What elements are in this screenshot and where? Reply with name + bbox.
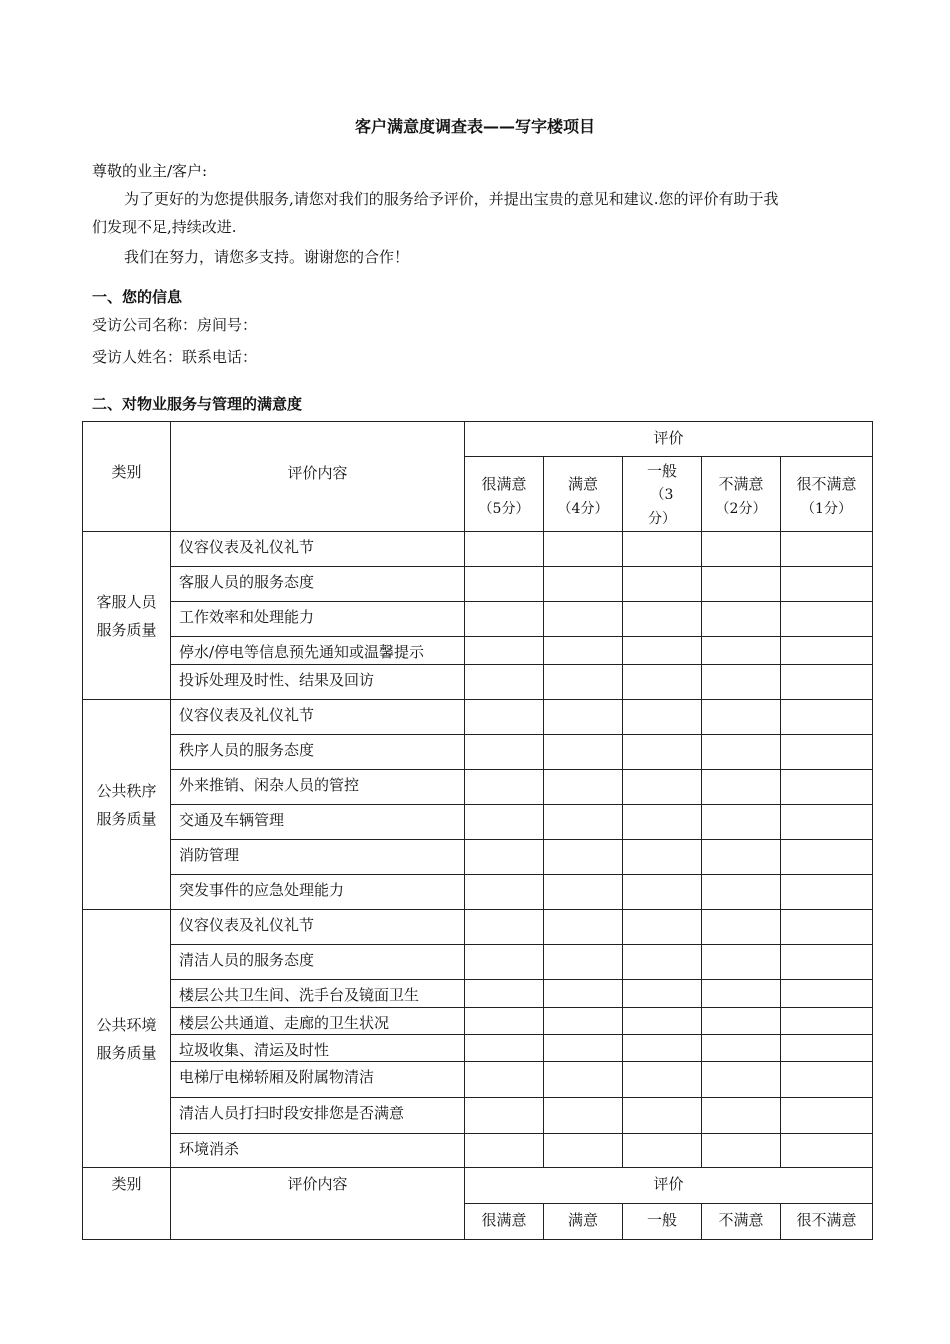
table-row bbox=[83, 840, 873, 875]
item-label: 电梯厅电梯轿厢及附属物清洁 bbox=[171, 1062, 465, 1098]
item-label: 仪容仪表及礼仪礼节 bbox=[171, 700, 465, 735]
rating-cell[interactable] bbox=[781, 770, 873, 805]
rating-cell[interactable] bbox=[781, 1062, 873, 1098]
rating-cell[interactable] bbox=[702, 980, 781, 1008]
table-row bbox=[83, 875, 873, 910]
rating-cell[interactable] bbox=[623, 910, 702, 945]
rating-cell[interactable] bbox=[623, 1134, 702, 1168]
item-label: 环境消杀 bbox=[171, 1134, 465, 1168]
rating-cell[interactable] bbox=[544, 1134, 623, 1168]
rating-cell[interactable] bbox=[465, 665, 544, 700]
rating-cell[interactable] bbox=[623, 1008, 702, 1035]
rating-cell[interactable] bbox=[781, 567, 873, 602]
item-label: 外来推销、闲杂人员的管控 bbox=[171, 770, 465, 805]
rating-cell[interactable] bbox=[623, 602, 702, 637]
table-row bbox=[83, 1134, 873, 1168]
table-header-row bbox=[83, 422, 873, 457]
footer-rating-dissatisfied: 不满意 bbox=[702, 1204, 781, 1240]
rating-cell[interactable] bbox=[781, 665, 873, 700]
rating-cell[interactable] bbox=[623, 700, 702, 735]
name-phone-field: 受访人姓名：联系电话： bbox=[92, 348, 258, 366]
footer-rating-very-satisfied: 很满意 bbox=[465, 1204, 544, 1240]
category-public-order: 公共秩序 服务质量 bbox=[83, 700, 171, 910]
rating-cell[interactable] bbox=[544, 532, 623, 567]
item-label: 突发事件的应急处理能力 bbox=[171, 875, 465, 910]
rating-cell[interactable] bbox=[781, 980, 873, 1008]
item-label: 工作效率和处理能力 bbox=[171, 602, 465, 637]
table-row bbox=[83, 567, 873, 602]
rating-dissatisfied: 不满意 （2分） bbox=[702, 457, 781, 532]
item-label: 交通及车辆管理 bbox=[171, 805, 465, 840]
table-row bbox=[83, 770, 873, 805]
rating-cell[interactable] bbox=[465, 602, 544, 637]
rating-cell[interactable] bbox=[623, 770, 702, 805]
company-room-field: 受访公司名称：房间号： bbox=[92, 316, 258, 334]
rating-cell[interactable] bbox=[702, 910, 781, 945]
document-title: 客户满意度调查表——写字楼项目 bbox=[354, 117, 595, 136]
rating-cell[interactable] bbox=[781, 840, 873, 875]
rating-cell[interactable] bbox=[781, 910, 873, 945]
item-label: 清洁人员打扫时段安排您是否满意 bbox=[171, 1098, 465, 1134]
rating-cell[interactable] bbox=[781, 1035, 873, 1062]
table-row bbox=[83, 1035, 873, 1062]
rating-cell[interactable] bbox=[781, 945, 873, 980]
table-row bbox=[83, 980, 873, 1008]
rating-cell[interactable] bbox=[623, 980, 702, 1008]
rating-neutral: 一般 （3 分） bbox=[623, 457, 702, 532]
item-label: 消防管理 bbox=[171, 840, 465, 875]
rating-cell[interactable] bbox=[544, 945, 623, 980]
rating-cell[interactable] bbox=[781, 700, 873, 735]
rating-cell[interactable] bbox=[702, 875, 781, 910]
rating-cell[interactable] bbox=[781, 875, 873, 910]
rating-cell[interactable] bbox=[465, 567, 544, 602]
rating-cell[interactable] bbox=[702, 637, 781, 665]
item-label: 楼层公共通道、走廊的卫生状况 bbox=[171, 1008, 465, 1035]
rating-cell[interactable] bbox=[623, 945, 702, 980]
rating-cell[interactable] bbox=[702, 700, 781, 735]
footer-content-header: 评价内容 bbox=[171, 1168, 465, 1240]
rating-cell[interactable] bbox=[465, 840, 544, 875]
table-footer-header-row bbox=[83, 1168, 873, 1204]
rating-cell[interactable] bbox=[623, 1062, 702, 1098]
rating-cell[interactable] bbox=[623, 735, 702, 770]
rating-satisfied: 满意 （4分） bbox=[544, 457, 623, 532]
rating-cell[interactable] bbox=[623, 875, 702, 910]
table-row bbox=[83, 602, 873, 637]
rating-cell[interactable] bbox=[544, 875, 623, 910]
table-row bbox=[83, 532, 873, 567]
rating-cell[interactable] bbox=[544, 637, 623, 665]
rating-cell[interactable] bbox=[623, 567, 702, 602]
rating-cell[interactable] bbox=[465, 980, 544, 1008]
table-row bbox=[83, 1062, 873, 1098]
rating-cell[interactable] bbox=[544, 602, 623, 637]
rating-cell[interactable] bbox=[544, 735, 623, 770]
rating-cell[interactable] bbox=[465, 735, 544, 770]
table-row bbox=[83, 805, 873, 840]
item-label: 停水/停电等信息预先通知或温馨提示 bbox=[171, 637, 465, 665]
category-header: 类别 bbox=[83, 422, 171, 532]
rating-cell[interactable] bbox=[465, 700, 544, 735]
rating-cell[interactable] bbox=[544, 700, 623, 735]
rating-cell[interactable] bbox=[781, 1134, 873, 1168]
rating-cell[interactable] bbox=[623, 532, 702, 567]
item-label: 秩序人员的服务态度 bbox=[171, 735, 465, 770]
rating-cell[interactable] bbox=[465, 945, 544, 980]
rating-cell[interactable] bbox=[465, 805, 544, 840]
rating-cell[interactable] bbox=[465, 875, 544, 910]
footer-rating-very-dissatisfied: 很不满意 bbox=[781, 1204, 873, 1240]
rating-cell[interactable] bbox=[544, 840, 623, 875]
item-label: 仪容仪表及礼仪礼节 bbox=[171, 910, 465, 945]
rating-cell[interactable] bbox=[544, 770, 623, 805]
rating-cell[interactable] bbox=[465, 770, 544, 805]
rating-cell[interactable] bbox=[465, 1062, 544, 1098]
section2-heading: 二、对物业服务与管理的满意度 bbox=[92, 395, 303, 413]
rating-cell[interactable] bbox=[702, 1134, 781, 1168]
rating-cell[interactable] bbox=[702, 805, 781, 840]
rating-cell[interactable] bbox=[465, 637, 544, 665]
rating-cell[interactable] bbox=[702, 840, 781, 875]
rating-cell[interactable] bbox=[544, 665, 623, 700]
rating-cell[interactable] bbox=[465, 1008, 544, 1035]
rating-cell[interactable] bbox=[702, 532, 781, 567]
rating-cell[interactable] bbox=[544, 1062, 623, 1098]
rating-cell[interactable] bbox=[781, 1098, 873, 1134]
rating-cell[interactable] bbox=[702, 567, 781, 602]
rating-cell[interactable] bbox=[702, 770, 781, 805]
rating-cell[interactable] bbox=[781, 805, 873, 840]
intro-line-1: 为了更好的为您提供服务,请您对我们的服务给予评价，并提出宝贵的意见和建议.您的评价有助于我 bbox=[124, 190, 779, 208]
table-row bbox=[83, 700, 873, 735]
table-row bbox=[83, 735, 873, 770]
rating-cell[interactable] bbox=[544, 1098, 623, 1134]
footer-rating-satisfied: 满意 bbox=[544, 1204, 623, 1240]
intro-line-3: 我们在努力，请您多支持。谢谢您的合作！ bbox=[124, 248, 410, 266]
content-header: 评价内容 bbox=[171, 422, 465, 532]
rating-cell[interactable] bbox=[623, 1035, 702, 1062]
rating-cell[interactable] bbox=[544, 805, 623, 840]
rating-cell[interactable] bbox=[702, 1062, 781, 1098]
rating-cell[interactable] bbox=[781, 1008, 873, 1035]
rating-cell[interactable] bbox=[623, 840, 702, 875]
rating-cell[interactable] bbox=[702, 945, 781, 980]
rating-cell[interactable] bbox=[781, 532, 873, 567]
rating-header: 评价 bbox=[465, 422, 873, 457]
rating-cell[interactable] bbox=[702, 735, 781, 770]
rating-cell[interactable] bbox=[702, 1035, 781, 1062]
rating-cell[interactable] bbox=[623, 637, 702, 665]
rating-cell[interactable] bbox=[544, 1035, 623, 1062]
rating-very-dissatisfied: 很不满意 （1分） bbox=[781, 457, 873, 532]
rating-cell[interactable] bbox=[544, 567, 623, 602]
item-label: 投诉处理及时性、结果及回访 bbox=[171, 665, 465, 700]
item-label: 楼层公共卫生间、洗手台及镜面卫生 bbox=[171, 980, 465, 1008]
rating-cell[interactable] bbox=[702, 1098, 781, 1134]
rating-cell[interactable] bbox=[623, 805, 702, 840]
table-row bbox=[83, 945, 873, 980]
rating-cell[interactable] bbox=[544, 980, 623, 1008]
rating-cell[interactable] bbox=[465, 1134, 544, 1168]
rating-cell[interactable] bbox=[465, 1098, 544, 1134]
table-row bbox=[83, 910, 873, 945]
rating-cell[interactable] bbox=[623, 1098, 702, 1134]
item-label: 客服人员的服务态度 bbox=[171, 567, 465, 602]
section1-heading: 一、您的信息 bbox=[92, 288, 183, 306]
item-label: 仪容仪表及礼仪礼节 bbox=[171, 532, 465, 567]
satisfaction-table bbox=[82, 421, 873, 1240]
rating-cell[interactable] bbox=[702, 602, 781, 637]
rating-cell[interactable] bbox=[781, 602, 873, 637]
rating-cell[interactable] bbox=[465, 910, 544, 945]
rating-cell[interactable] bbox=[544, 910, 623, 945]
table-row bbox=[83, 665, 873, 700]
footer-rating-neutral: 一般 bbox=[623, 1204, 702, 1240]
rating-very-satisfied: 很满意 （5分） bbox=[465, 457, 544, 532]
category-public-environment: 公共环境 服务质量 bbox=[83, 910, 171, 1168]
rating-cell[interactable] bbox=[702, 665, 781, 700]
table-row bbox=[83, 637, 873, 665]
rating-cell[interactable] bbox=[781, 735, 873, 770]
table-row bbox=[83, 1008, 873, 1035]
greeting: 尊敬的业主/客户: bbox=[92, 162, 208, 180]
rating-cell[interactable] bbox=[623, 665, 702, 700]
footer-rating-header: 评价 bbox=[465, 1168, 873, 1204]
rating-cell[interactable] bbox=[702, 1008, 781, 1035]
table-row bbox=[83, 1098, 873, 1134]
footer-category-header: 类别 bbox=[83, 1168, 171, 1240]
rating-cell[interactable] bbox=[465, 532, 544, 567]
rating-cell[interactable] bbox=[781, 637, 873, 665]
rating-cell[interactable] bbox=[544, 1008, 623, 1035]
intro-line-2: 们发现不足,持续改进. bbox=[92, 218, 237, 236]
rating-cell[interactable] bbox=[465, 1035, 544, 1062]
category-customer-service: 客服人员 服务质量 bbox=[83, 532, 171, 700]
item-label: 垃圾收集、清运及时性 bbox=[171, 1035, 465, 1062]
item-label: 清洁人员的服务态度 bbox=[171, 945, 465, 980]
